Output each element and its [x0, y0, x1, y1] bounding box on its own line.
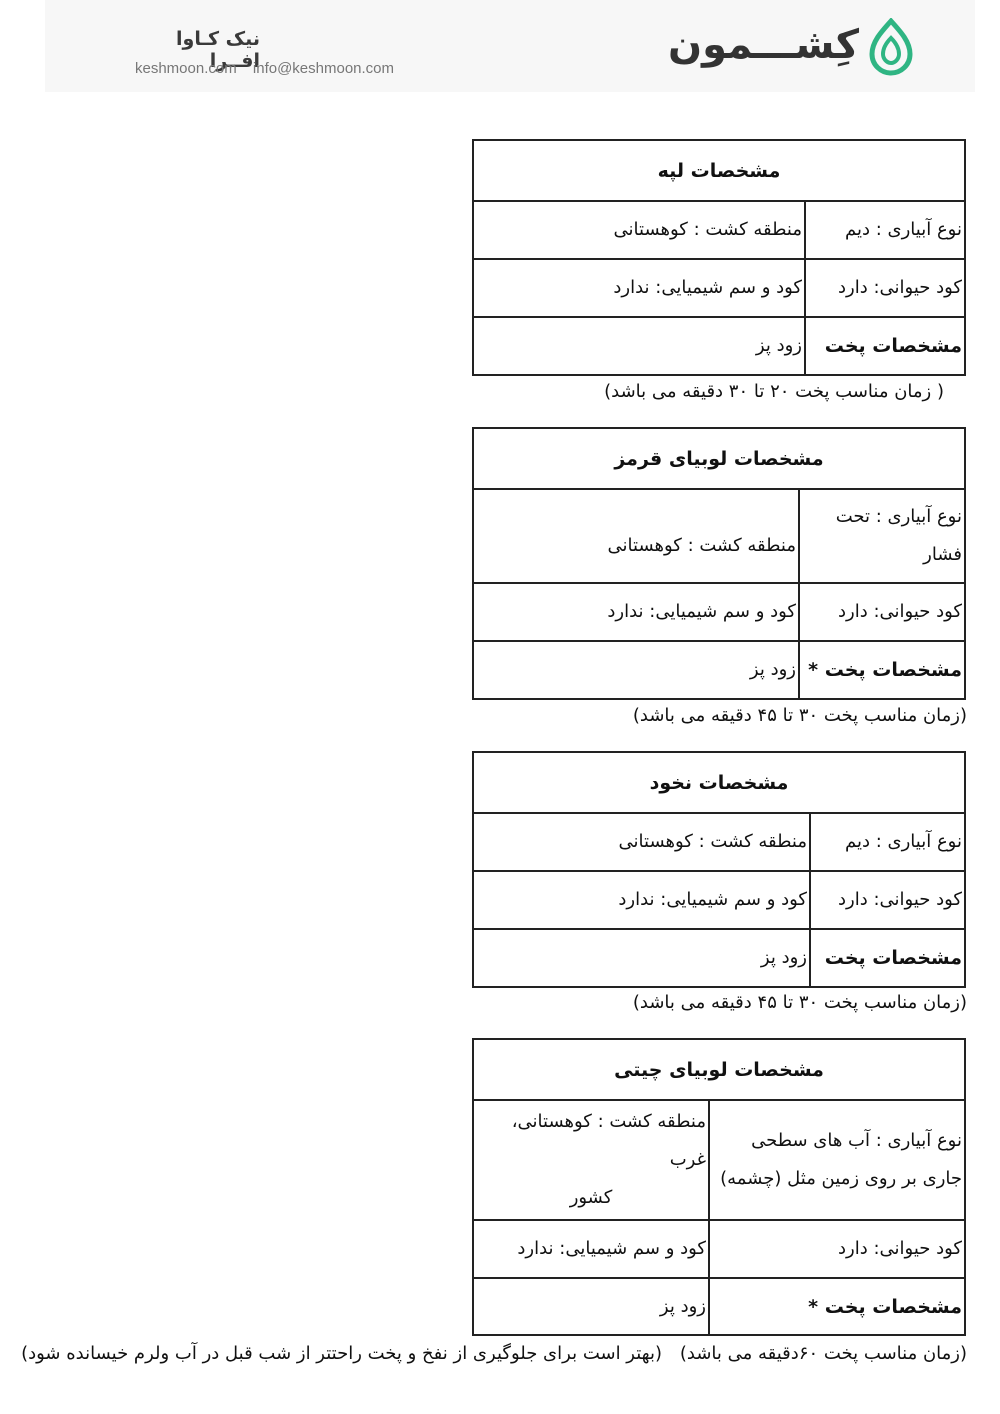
- region-cell: [474, 1101, 708, 1219]
- company-info: [135, 28, 465, 88]
- irrigation-line-2: جاری بر روی زمین مثل (چشمه): [720, 1168, 962, 1189]
- irrigation-line-1: نوع آبیاری : تحت: [835, 506, 962, 527]
- fertilizer-cell: کود حیوانی: دارد: [804, 260, 964, 316]
- website-link[interactable]: keshmoon.com: [135, 60, 237, 77]
- cooking-time-note: ( زمان مناسب پخت ۲۰ تا ۳۰ دقیقه می باشد): [604, 381, 944, 402]
- table-row: [474, 642, 964, 698]
- cooking-value-cell: زود پز: [755, 335, 802, 356]
- irrigation-cell: [798, 490, 964, 582]
- table-row: [474, 202, 964, 260]
- cooking-value-cell: زود پز: [659, 1296, 706, 1317]
- cooking-label-cell: مشخصات پخت *: [798, 642, 964, 698]
- logo-text: کِشـــمون: [667, 22, 859, 68]
- cooking-time-note: (زمان مناسب پخت ۶۰دقیقه می باشد): [679, 1343, 967, 1364]
- chemicals-cell: کود و سم شیمیایی: ندارد: [618, 889, 807, 910]
- fertilizer-cell: کود حیوانی: دارد: [809, 872, 964, 928]
- irrigation-line-2: فشار: [923, 544, 962, 565]
- cooking-time-note: (زمان مناسب پخت ۳۰ تا ۴۵ دقیقه می باشد): [632, 992, 967, 1013]
- cooking-value-cell: زود پز: [749, 659, 796, 680]
- spec-title: مشخصات نخود: [474, 753, 964, 814]
- chemicals-cell: کود و سم شیمیایی: ندارد: [517, 1238, 706, 1259]
- cooking-label-cell: مشخصات پخت: [809, 930, 964, 986]
- table-row: [474, 1279, 964, 1335]
- table-row: [474, 584, 964, 642]
- irrigation-line-1: نوع آبیاری : آب های سطحی: [751, 1130, 962, 1151]
- region-cell: منطقه کشت : کوهستانی: [613, 219, 802, 240]
- spec-table-lapeh: [472, 139, 966, 376]
- spec-table-red-bean: [472, 427, 966, 700]
- table-row: [474, 318, 964, 374]
- cooking-label-cell: مشخصات پخت *: [708, 1279, 964, 1335]
- contact-links: [135, 60, 406, 77]
- irrigation-cell: نوع آبیاری : دیم: [804, 202, 964, 258]
- spec-table-chickpea: [472, 751, 966, 988]
- drop-logo-icon: [867, 18, 915, 76]
- table-row: [474, 1101, 964, 1221]
- region-cell: منطقه کشت : کوهستانی: [618, 831, 807, 852]
- table-row: [474, 260, 964, 318]
- fertilizer-cell: کود حیوانی: دارد: [708, 1221, 964, 1277]
- table-row: [474, 930, 964, 986]
- spec-table-pinto-bean: [472, 1038, 966, 1336]
- table-row: [474, 490, 964, 584]
- irrigation-cell: [708, 1101, 964, 1219]
- spec-title: مشخصات لوبیای چیتی: [474, 1040, 964, 1101]
- page-header: [45, 0, 975, 92]
- irrigation-cell: نوع آبیاری : دیم: [809, 814, 964, 870]
- email-link[interactable]: info@keshmoon.com: [252, 60, 395, 77]
- soaking-note: (بهتر است برای جلوگیری از نفخ و پخت راحتتر از شب قبل در آب ولرم خیسانده شود): [21, 1343, 662, 1364]
- company-name: نیک کـاوا افــرا: [176, 28, 260, 72]
- table-row: [474, 872, 964, 930]
- spec-title: مشخصات لپه: [474, 141, 964, 202]
- chemicals-cell: کود و سم شیمیایی: ندارد: [613, 277, 802, 298]
- region-line-1: منطقه کشت : کوهستانی، غرب: [511, 1111, 706, 1170]
- chemicals-cell: کود و سم شیمیایی: ندارد: [607, 601, 796, 622]
- cooking-value-cell: زود پز: [760, 947, 807, 968]
- fertilizer-cell: کود حیوانی: دارد: [798, 584, 964, 640]
- cooking-label-cell: مشخصات پخت: [804, 318, 964, 374]
- table-row: [474, 1221, 964, 1279]
- spec-title: مشخصات لوبیای قرمز: [474, 429, 964, 490]
- cooking-time-note: (زمان مناسب پخت ۳۰ تا ۴۵ دقیقه می باشد): [632, 705, 967, 726]
- region-cell: منطقه کشت : کوهستانی: [607, 535, 796, 556]
- region-line-2: کشور: [569, 1187, 613, 1208]
- table-row: [474, 814, 964, 872]
